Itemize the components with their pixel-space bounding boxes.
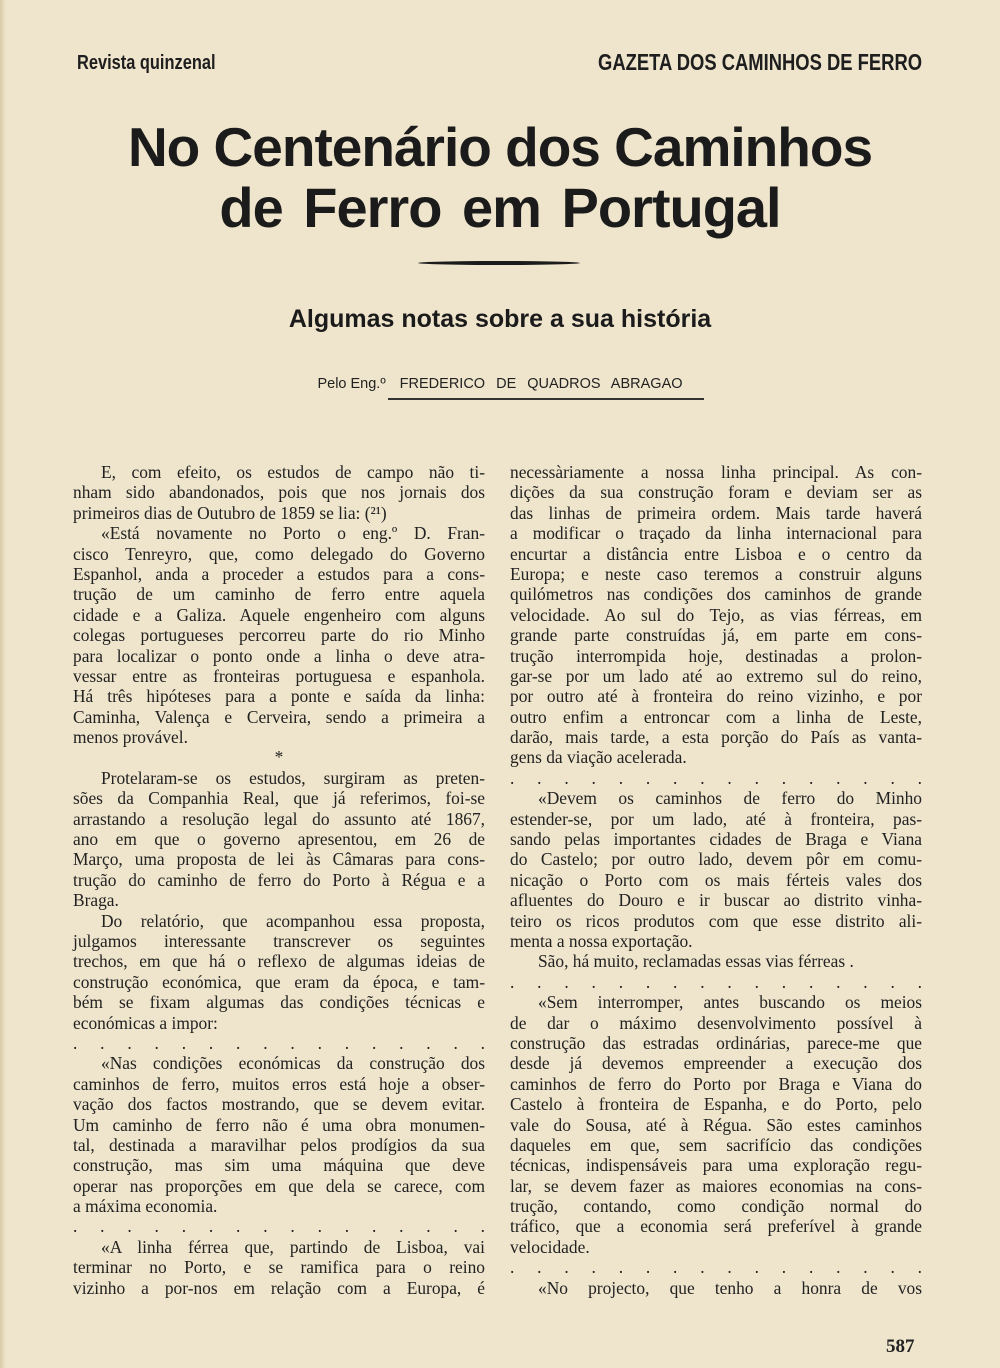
text-line: «Está novamente no Porto o eng.º D. Fran- [101, 523, 485, 544]
article-title-line-2: de Ferro em Portugal [219, 176, 781, 239]
text-line: Europa; e neste caso teremos a construir alguns [510, 563, 922, 584]
text-line: construção económica, que eram da época, e tam- [73, 971, 485, 992]
paragraph [73, 1053, 485, 1216]
text-line: «No projecto, que tenho a honra de vos [538, 1277, 922, 1298]
text-line: a máxima economia. [73, 1196, 218, 1217]
text-line: «A linha férrea que, partindo de Lisboa, vai [101, 1236, 485, 1257]
text-line: Há três hipóteses para a ponte e saída da linha: [73, 686, 485, 707]
paragraph [510, 788, 922, 951]
text-line: afluentes do Douro e ir buscar ao distrito vinha- [510, 890, 922, 911]
text-line: «Nas condições económicas da construção dos [101, 1053, 485, 1074]
text-line: daqueles em que, sem sacrifício das condições [510, 1134, 922, 1155]
article-title-line-1: No Centenário dos Caminhos [127, 116, 873, 178]
text-line: vale do Sousa, até à Régua. São estes caminhos [510, 1114, 922, 1135]
text-column-left [73, 462, 485, 1298]
text-line: Caminha, Valença e Cerveira, sendo a primeira a [73, 706, 485, 727]
paragraph [510, 462, 922, 768]
text-line: terminar no Porto, e se ramifica para o reino [73, 1257, 485, 1278]
text-line: arrastando a resolução legal do assunto até 1867, [73, 808, 485, 829]
title-divider [418, 261, 580, 265]
text-line: gar-se por um lado até ao extremo sul do reino, [510, 665, 922, 686]
paragraph [510, 951, 922, 971]
page-number: 587 [886, 1336, 915, 1357]
text-line: das linhas de primeira ordem. Mais tarde haverá [510, 502, 922, 523]
text-line: velocidade. [510, 1236, 590, 1257]
byline-author: FREDERICO DE QUADROS ABRAGAO [399, 376, 683, 392]
text-line: Protelaram-se os estudos, surgiram as preten- [101, 767, 485, 788]
byline [0, 376, 1000, 392]
text-line: operar nas proporções em que dela se carece, com [73, 1175, 485, 1196]
header-journal-name: GAZETA DOS CAMINHOS DE FERRO [597, 49, 922, 75]
text-line: caminhos de ferro, muitos erros está hoje a obser- [73, 1073, 485, 1094]
text-line: teiro os ricos produtos com que esse distrito ali- [510, 910, 922, 931]
text-line: Um caminho de ferro não é uma obra monumen- [73, 1114, 485, 1135]
text-line: julgamos interessante transcrever os seguintes [73, 930, 485, 951]
text-line: dições da sua construção foram e deviam ser as [510, 482, 922, 503]
text-line: do Castelo; por outro lado, devem pôr em comu- [510, 849, 922, 870]
text-line: gens da viação acelerada. [510, 747, 687, 768]
header-publication-type: Revista quinzenal [77, 52, 216, 74]
text-line: menos provável. [73, 727, 188, 748]
text-line: encurtar a distância entre Lisboa e o centro da [510, 543, 922, 564]
text-line: caminhos de ferro do Porto por Braga e Viana do [510, 1073, 922, 1094]
paragraph [73, 911, 485, 1033]
text-line: «Devem os caminhos de ferro do Minho [538, 788, 922, 809]
text-line: velocidade. Ao sul do Tejo, as vias férreas, em [510, 604, 922, 625]
text-line: trução do caminho de ferro do Porto à Régua e a [73, 869, 485, 890]
text-line: menta a nossa exportação. [510, 930, 693, 951]
text-line: E, com efeito, os estudos de campo não ti- [101, 462, 485, 482]
article-subtitle: Algumas notas sobre a sua história [288, 305, 712, 333]
text-line: trução, contando, como condição normal do [510, 1196, 922, 1217]
text-line: tal, destinada a maravilhar pelos prodígios da sua [73, 1134, 485, 1155]
text-line: «Sem interromper, antes buscando os meios [538, 992, 922, 1013]
paragraph [510, 1278, 922, 1298]
text-line: trução de um caminho de ferro entre aquela [73, 584, 485, 605]
byline-prefix: Pelo Eng.º [317, 376, 386, 392]
text-line: Março, uma proposta de lei às Câmaras para cons- [73, 849, 485, 870]
text-line: nham sido abandonados, pois que nos jornais dos [73, 482, 485, 503]
text-line: Do relatório, que acompanhou essa proposta, [101, 910, 485, 931]
text-line: outro enfim a entroncar com a linha de Leste, [510, 706, 922, 727]
text-line: necessàriamente a nossa linha principal. As con- [510, 462, 922, 482]
text-line: São, há muito, reclamadas essas vias férreas . [538, 951, 854, 972]
text-line: primeiros dias de Outubro de 1859 se lia: (²¹) [73, 502, 387, 523]
text-line: grande parte construídas já, em parte em cons- [510, 625, 922, 646]
text-line: lar, se devem fazer as maiores economias na cons- [510, 1175, 922, 1196]
ellipsis-separator: . . . . . . . . . . . . . . . . [510, 971, 922, 992]
ellipsis-separator: . . . . . . . . . . . . . . . . [73, 1032, 485, 1053]
text-line: económicas a impor: [73, 1012, 218, 1033]
text-line: desde já devemos empreender a execução dos [510, 1053, 922, 1074]
text-line: ano em que o governo apresentou, em 26 de [73, 829, 485, 850]
text-column-right [510, 462, 922, 1298]
ellipsis-separator: . . . . . . . . . . . . . . . . [73, 1216, 485, 1237]
text-line: tráfico, que a economia será preferível à grande [510, 1216, 922, 1237]
text-line: para localizar o ponto onde a linha o deve atra- [73, 645, 485, 666]
text-line: colegas portugueses percorreu parte do rio Minho [73, 625, 485, 646]
text-line: bém se fixam algumas das condições técnicas e [73, 992, 485, 1013]
text-line: construção, mas sim uma máquina que deve [73, 1155, 485, 1176]
text-line: cidade e a Galiza. Aquele engenheiro com alguns [73, 604, 485, 625]
text-line: construção das estradas ordinárias, parece-me que [510, 1032, 922, 1053]
text-line: vação dos factos mostrando, que se devem evitar. [73, 1094, 485, 1115]
text-line: estender-se, por um lado, até à fronteira, pas- [510, 808, 922, 829]
text-line: a modificar o traçado da linha internacional para [510, 523, 922, 544]
text-line: técnicas, indispensáveis para uma exploração regu- [510, 1155, 922, 1176]
ellipsis-separator: . . . . . . . . . . . . . . . . [510, 1257, 922, 1278]
text-line: cisco Tenreyro, que, como delegado do Governo [73, 543, 485, 564]
ellipsis-separator: . . . . . . . . . . . . . . . . [510, 767, 922, 788]
paragraph [73, 768, 485, 911]
text-line: vessar entre as fronteiras portuguesa e espanhola. [73, 665, 485, 686]
paragraph [73, 462, 485, 523]
text-line: Espanhol, anda a proceder a estudos para a cons- [73, 563, 485, 584]
text-line: sões da Companhia Real, que já referimos, foi-se [73, 788, 485, 809]
text-line: trução interrompida hoje, destinadas a prolon- [510, 645, 922, 666]
byline-underline [388, 398, 704, 400]
text-line: trechos, em que há o reflexo de algumas ideias de [73, 951, 485, 972]
paragraph [510, 992, 922, 1257]
text-line: quilómetros nas condições dos caminhos de grande [510, 584, 922, 605]
text-line: vizinho a por-nos em relação com a Europa, é [73, 1277, 485, 1298]
text-line: darão, mais tarde, a esta porção do País as vanta- [510, 727, 922, 748]
text-line: Castelo à fronteira de Espanha, e do Porto, pelo [510, 1094, 922, 1115]
text-line: de dar o máximo desenvolvimento possível à [510, 1012, 922, 1033]
text-line: sando pelas importantes cidades de Braga e Viana [510, 829, 922, 850]
text-line: Braga. [73, 890, 119, 911]
text-line: por outro até à fronteira do reino vizinho, e por [510, 686, 922, 707]
asterisk-separator: * [274, 747, 284, 768]
paragraph [73, 523, 485, 747]
paragraph [73, 1237, 485, 1298]
text-line: nicação o Porto com os mais férteis vales dos [510, 869, 922, 890]
